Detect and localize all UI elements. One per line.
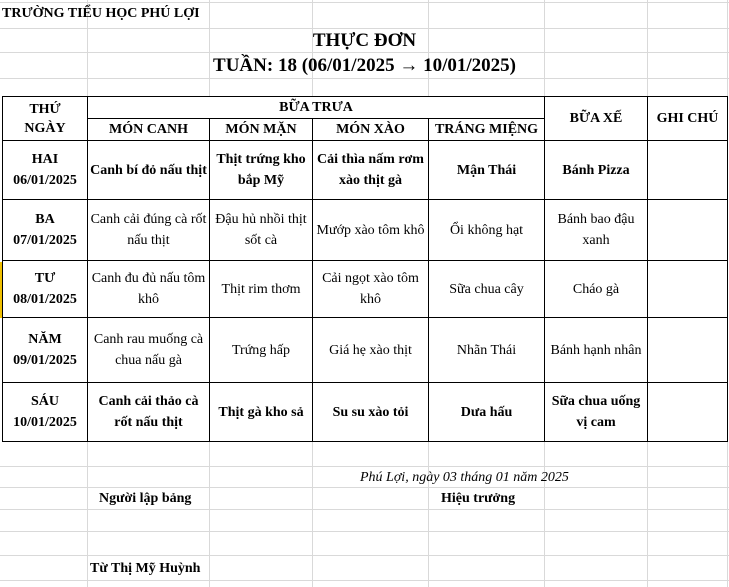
day-cell[interactable]: [3, 261, 88, 318]
day-name: NĂM: [28, 332, 62, 347]
day-date: 09/01/2025: [13, 353, 77, 368]
day-cell[interactable]: [3, 200, 88, 261]
menu-cell-trang-mieng[interactable]: Dưa hấu: [429, 383, 545, 442]
day-date: 06/01/2025: [13, 173, 77, 188]
place-date-line: Phú Lợi, ngày 03 tháng 01 năm 2025: [360, 470, 569, 485]
menu-cell-ghi-chu[interactable]: [648, 318, 728, 383]
menu-cell-bua-xe[interactable]: Bánh bao đậu xanh: [545, 200, 648, 261]
day-date: 07/01/2025: [13, 233, 77, 248]
gridline: [0, 531, 729, 532]
gridline: [0, 28, 729, 29]
header-ngay: NGÀY: [24, 120, 66, 136]
header-ghi-chu[interactable]: GHI CHÚ: [648, 97, 728, 141]
gridline: [0, 509, 729, 510]
day-date: 10/01/2025: [13, 415, 77, 430]
menu-cell-canh[interactable]: Canh rau muống cà chua nấu gà: [88, 318, 210, 383]
header-mon-man[interactable]: MÓN MẶN: [210, 119, 313, 141]
gridline: [0, 52, 729, 53]
header-bua-trua[interactable]: BỮA TRƯA: [88, 97, 545, 119]
menu-cell-trang-mieng[interactable]: Nhãn Thái: [429, 318, 545, 383]
day-name: SÁU: [30, 394, 59, 409]
week-range: TUẦN: 18 (06/01/2025 → 10/01/2025): [213, 55, 516, 76]
header-day-date[interactable]: [3, 97, 88, 141]
menu-cell-man[interactable]: Thịt rim thơm: [210, 261, 313, 318]
menu-cell-canh[interactable]: Canh bí đỏ nấu thịt: [88, 141, 210, 200]
day-name: TƯ: [34, 271, 56, 286]
day-name: HAI: [31, 152, 59, 167]
menu-cell-bua-xe[interactable]: Bánh hạnh nhân: [545, 318, 648, 383]
header-mon-canh[interactable]: MÓN CANH: [88, 119, 210, 141]
menu-cell-xao[interactable]: Cải thìa nấm rơm xào thịt gà: [313, 141, 429, 200]
header-trang-mieng[interactable]: TRÁNG MIỆNG: [429, 119, 545, 141]
menu-cell-bua-xe[interactable]: Sữa chua uống vị cam: [545, 383, 648, 442]
menu-cell-xao[interactable]: Giá hẹ xào thịt: [313, 318, 429, 383]
gridline: [0, 466, 729, 467]
menu-cell-trang-mieng[interactable]: Sữa chua cây: [429, 261, 545, 318]
menu-cell-trang-mieng[interactable]: Mận Thái: [429, 141, 545, 200]
menu-cell-ghi-chu[interactable]: [648, 200, 728, 261]
day-cell[interactable]: [3, 318, 88, 383]
menu-cell-xao[interactable]: Cải ngọt xào tôm khô: [313, 261, 429, 318]
menu-cell-xao[interactable]: Su su xào tỏi: [313, 383, 429, 442]
day-cell[interactable]: [3, 141, 88, 200]
gridline: [0, 555, 729, 556]
menu-cell-man[interactable]: Thịt gà kho sả: [210, 383, 313, 442]
gridline: [0, 78, 729, 79]
day-name: BA: [35, 212, 55, 227]
header-bua-xe[interactable]: BỮA XẾ: [545, 97, 648, 141]
header-thu: THỨ: [29, 101, 61, 117]
menu-cell-xao[interactable]: Mướp xào tôm khô: [313, 200, 429, 261]
page-title: THỰC ĐƠN: [312, 30, 417, 51]
header-mon-xao[interactable]: MÓN XÀO: [313, 119, 429, 141]
gridline: [0, 580, 729, 581]
menu-cell-trang-mieng[interactable]: Ổi không hạt: [429, 200, 545, 261]
school-name: TRƯỜNG TIỂU HỌC PHÚ LỢI: [2, 6, 200, 21]
menu-cell-man[interactable]: Trứng hấp: [210, 318, 313, 383]
day-date: 08/01/2025: [13, 292, 77, 307]
menu-cell-man[interactable]: Thịt trứng kho bắp Mỹ: [210, 141, 313, 200]
menu-cell-man[interactable]: Đậu hủ nhồi thịt sốt cà: [210, 200, 313, 261]
day-cell[interactable]: [3, 383, 88, 442]
menu-cell-canh[interactable]: Canh cải đúng cà rốt nấu thịt: [88, 200, 210, 261]
menu-cell-bua-xe[interactable]: Cháo gà: [545, 261, 648, 318]
menu-cell-ghi-chu[interactable]: [648, 141, 728, 200]
creator-label: Người lập bảng: [99, 491, 192, 506]
menu-cell-canh[interactable]: Canh đu đủ nấu tôm khô: [88, 261, 210, 318]
menu-cell-ghi-chu[interactable]: [648, 383, 728, 442]
menu-table: [2, 96, 728, 442]
gridline: [0, 487, 729, 488]
menu-cell-canh[interactable]: Canh cải thảo cà rốt nấu thịt: [88, 383, 210, 442]
menu-cell-ghi-chu[interactable]: [648, 261, 728, 318]
gridline: [0, 2, 729, 3]
menu-cell-bua-xe[interactable]: Bánh Pizza: [545, 141, 648, 200]
creator-name: Từ Thị Mỹ Huỳnh: [90, 561, 201, 576]
principal-label: Hiệu trưởng: [441, 491, 516, 506]
